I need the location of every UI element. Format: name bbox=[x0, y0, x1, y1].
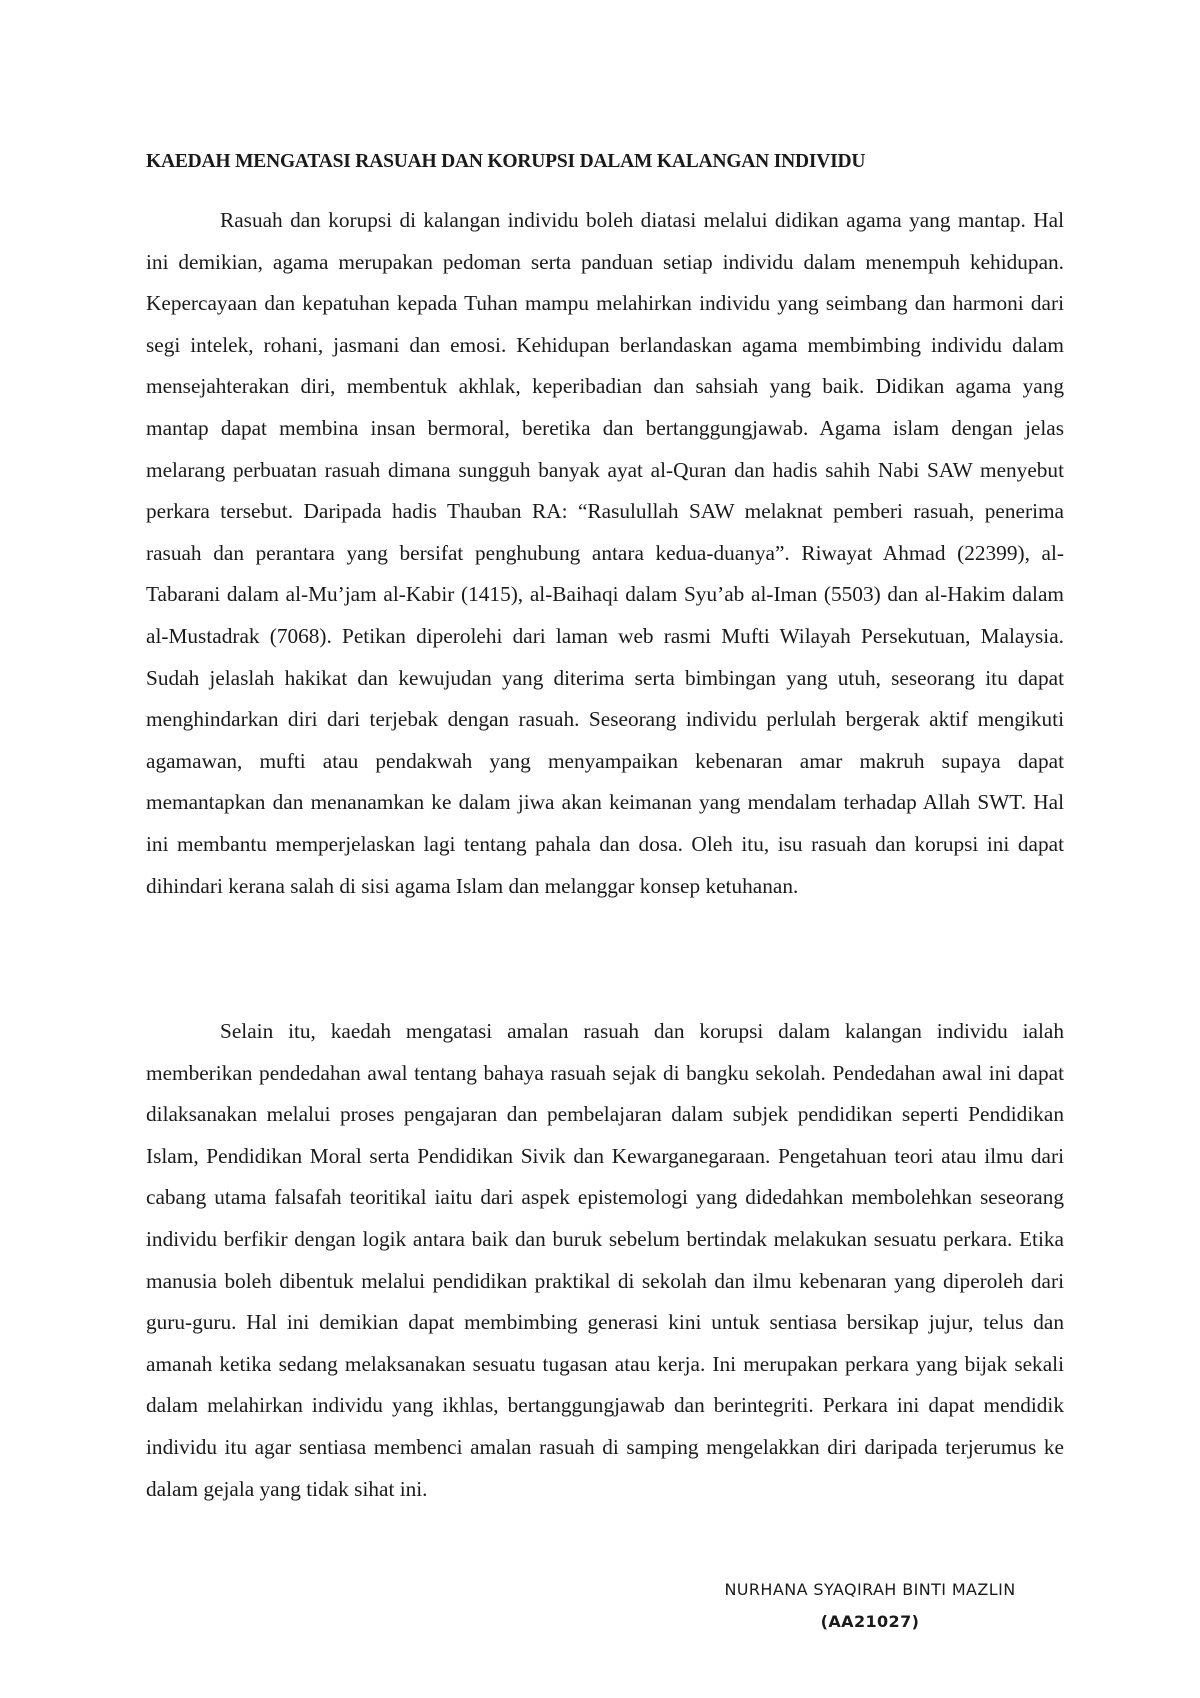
document-title: KAEDAH MENGATASI RASUAH DAN KORUPSI DALAM KALANGAN INDIVIDU bbox=[146, 151, 866, 172]
author-name: NURHANA SYAQIRAH BINTI MAZLIN bbox=[724, 1580, 1016, 1599]
author-id: (AA21027) bbox=[820, 1612, 920, 1631]
author-block bbox=[660, 1574, 1080, 1638]
body-paragraph: Rasuah dan korupsi di kalangan individu boleh diatasi melalui didikan agama yang mantap. Hal ini demikian, agama merupakan pedoman serta panduan setiap individu dalam menempuh kehidupan. Kepercayaan dan kepatuhan kepada Tuhan mampu melahirkan individu yang seimbang dan harmoni dari segi intelek, rohani, jasmani dan emosi. Kehidupan berlandaskan agama membimbing individu dalam mensejahterakan diri, membentuk akhlak, keperibadian dan sahsiah yang baik. Didikan agama yang mantap dapat membina insan bermoral, beretika dan bertanggungjawab. Agama islam dengan jelas melarang perbuatan rasuah dimana sungguh banyak ayat al-Quran dan hadis sahih Nabi SAW menyebut perkara tersebut. Daripada hadis Thauban RA: “Rasulullah SAW melaknat pemberi rasuah, penerima rasuah dan perantara yang bersifat penghubung antara kedua-duanya”. Riwayat Ahmad (22399), al-Tabarani dalam al-Mu’jam al-Kabir (1415), al-Baihaqi dalam Syu’ab al-Iman (5503) dan al-Hakim dalam al-Mustadrak (7068). Petikan diperolehi dari laman web rasmi Mufti Wilayah Persekutuan, Malaysia. Sudah jelaslah hakikat dan kewujudan yang diterima serta bimbingan yang utuh, seseorang itu dapat menghindarkan diri dari terjebak dengan rasuah. Seseorang individu perlulah bergerak aktif mengikuti agamawan, mufti atau pendakwah yang menyampaikan kebenaran amar makruh supaya dapat memantapkan dan menanamkan ke dalam jiwa akan keimanan yang mendalam terhadap Allah SWT. Hal ini membantu memperjelaskan lagi tentang pahala dan dosa. Oleh itu, isu rasuah dan korupsi ini dapat dihindari kerana salah di sisi agama Islam dan melanggar konsep ketuhanan. bbox=[146, 208, 1064, 898]
body-paragraph: Selain itu, kaedah mengatasi amalan rasuah dan korupsi dalam kalangan individu ialah memberikan pendedahan awal tentang bahaya rasuah sejak di bangku sekolah. Pendedahan awal ini dapat dilaksanakan melalui proses pengajaran dan pembelajaran dalam subjek pendidikan seperti Pendidikan Islam, Pendidikan Moral serta Pendidikan Sivik dan Kewarganegaraan. Pengetahuan teori atau ilmu dari cabang utama falsafah teoritikal iaitu dari aspek epistemologi yang didedahkan membolehkan seseorang individu berfikir dengan logik antara baik dan buruk sebelum bertindak melakukan sesuatu perkara. Etika manusia boleh dibentuk melalui pendidikan praktikal di sekolah dan ilmu kebenaran yang diperoleh dari guru-guru. Hal ini demikian dapat membimbing generasi kini untuk sentiasa bersikap jujur, telus dan amanah ketika sedang melaksanakan sesuatu tugasan atau kerja. Ini merupakan perkara yang bijak sekali dalam melahirkan individu yang ikhlas, bertanggungjawab dan berintegriti. Perkara ini dapat mendidik individu itu agar sentiasa membenci amalan rasuah di samping mengelakkan diri daripada terjerumus ke dalam gejala yang tidak sihat ini. bbox=[146, 1019, 1064, 1501]
